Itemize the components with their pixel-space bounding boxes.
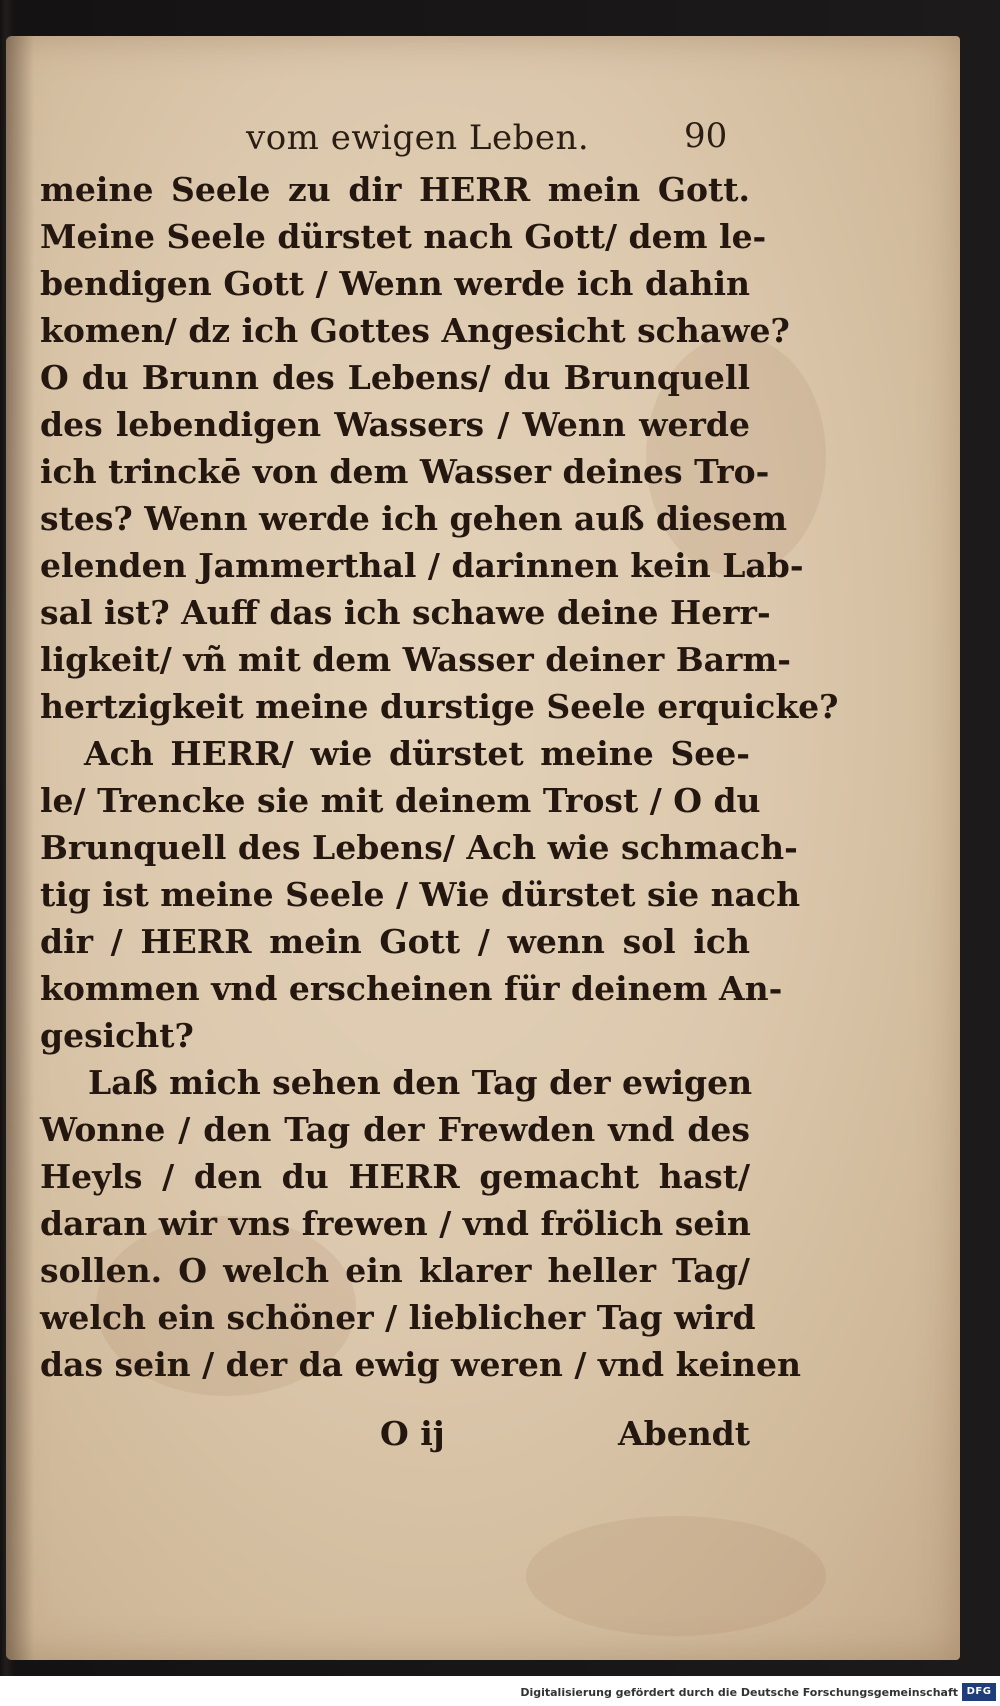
running-head: vom ewigen Leben. (246, 118, 590, 158)
text-line: le/ Trencke sie mit deinem Trost / O du (40, 781, 761, 820)
page-number: 90 (684, 116, 728, 156)
digitization-credit: Digitalisierung gefördert durch die Deutsche Forschungsgemeinschaft (520, 1686, 958, 1699)
catchword: Abendt (618, 1414, 750, 1453)
text-line: ligkeit/ vñ mit dem Wasser deiner Barm- (40, 640, 791, 679)
text-line: welch ein schöner / lieblicher Tag wird (40, 1298, 756, 1337)
text-line: sollen. O welch ein klarer heller Tag/ (40, 1251, 750, 1290)
text-line: elenden Jammerthal / darinnen kein Lab- (40, 546, 804, 585)
text-line: dir / HERR mein Gott / wenn sol ich (40, 922, 750, 961)
text-line: das sein / der da ewig weren / vnd keinen (40, 1345, 801, 1384)
paper-stain (526, 1516, 826, 1636)
text-line: hertzigkeit meine durstige Seele erquicke? (40, 687, 839, 726)
text-line: sal ist? Auff das ich schawe deine Herr- (40, 593, 771, 632)
text-line: Ach HERR/ wie dürstet meine See- (84, 734, 750, 773)
text-line: bendigen Gott / Wenn werde ich dahin (40, 264, 750, 303)
text-line: tig ist meine Seele / Wie dürstet sie nach (40, 875, 801, 914)
text-line: daran wir vns frewen / vnd frölich sein (40, 1204, 751, 1243)
text-line: Brunquell des Lebens/ Ach wie schmach- (40, 828, 798, 867)
text-line: Meine Seele dürstet nach Gott/ dem le- (40, 217, 767, 256)
text-line: meine Seele zu dir HERR mein Gott. (40, 170, 750, 209)
dfg-logo-icon: DFG (962, 1683, 996, 1701)
digitization-credit-bar (0, 1676, 1000, 1706)
text-line: des lebendigen Wassers / Wenn werde (40, 405, 750, 444)
text-line: komen/ dz ich Gottes Angesicht schawe? (40, 311, 790, 350)
text-line: Heyls / den du HERR gemacht hast/ (40, 1157, 750, 1196)
text-line: Laß mich sehen den Tag der ewigen (88, 1063, 753, 1102)
text-line: O du Brunn des Lebens/ du Brunquell (40, 358, 750, 397)
page-footer-line (380, 1414, 750, 1464)
text-line: Wonne / den Tag der Frewden vnd des (40, 1110, 750, 1149)
body-text (40, 166, 839, 1388)
text-line: kommen vnd erscheinen für deinem An- (40, 969, 783, 1008)
text-line: stes? Wenn werde ich gehen auß diesem (40, 499, 788, 538)
text-line: ich trinckē von dem Wasser deines Tro- (40, 452, 770, 491)
text-line: gesicht? (40, 1016, 194, 1055)
signature-mark: O ij (380, 1414, 445, 1453)
